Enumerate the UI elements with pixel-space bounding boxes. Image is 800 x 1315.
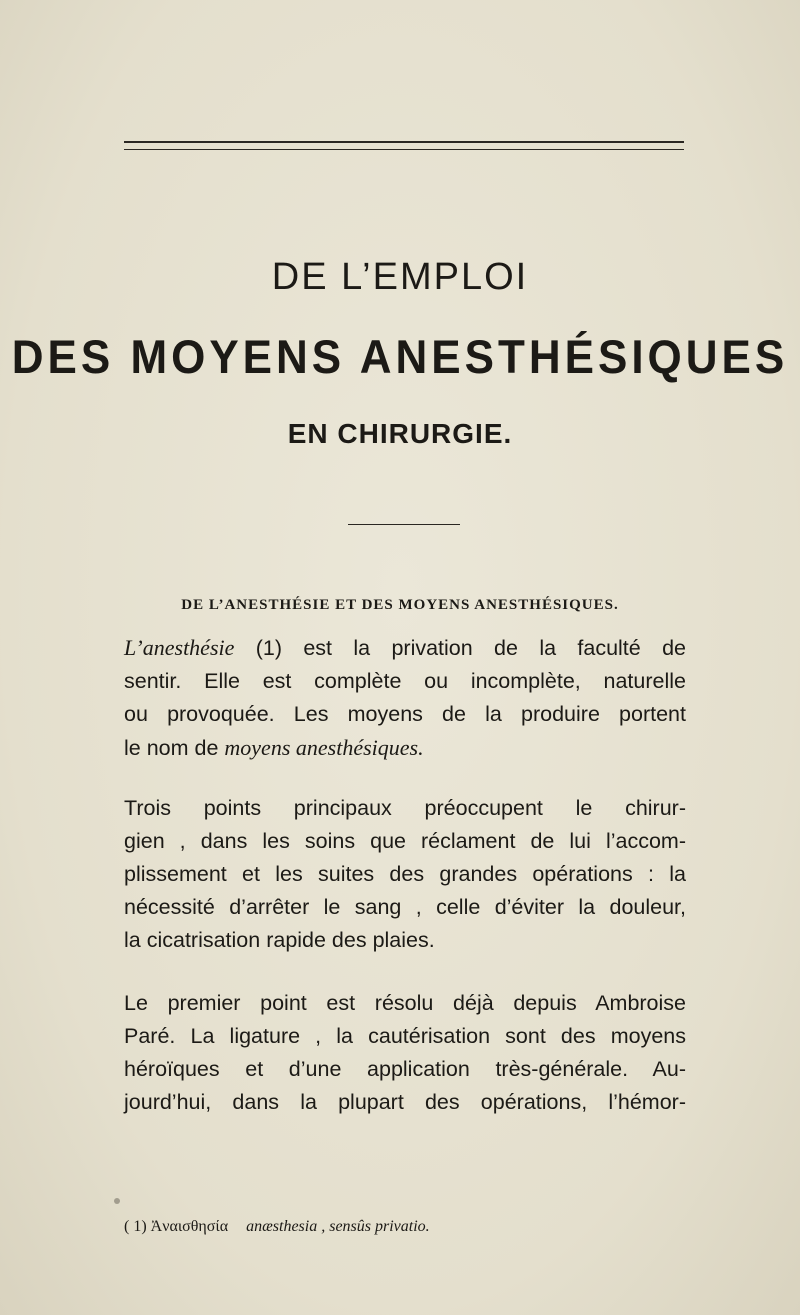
term-anesthesie: L’anesthésie <box>124 635 235 660</box>
paragraph-3-line-2: Paré. La ligature , la cautérisation sont des moyens <box>124 1024 686 1048</box>
paragraph-2-line-4: nécessité d’arrêter le sang , celle d’éviter la douleur, <box>124 895 686 919</box>
paragraph-2-line-3: plissement et les suites des grandes opérations : la <box>124 862 686 886</box>
paragraph-2-line-5: la cicatrisation rapide des plaies. <box>124 928 435 952</box>
term-moyens-anesthesiques: moyens anesthésiques. <box>224 735 424 760</box>
footnote-greek: Ἀναισθησία <box>150 1218 229 1235</box>
paragraph-1-line-4-start: le nom de <box>124 736 225 760</box>
paragraph-1-line-1-rest: (1) est la privation de la faculté de <box>234 636 686 660</box>
paragraph-3 <box>124 987 686 1119</box>
paragraph-1-line-1 <box>124 631 686 665</box>
paragraph-2-line-1: Trois points principaux préoccupent le chirur- <box>124 796 686 820</box>
paragraph-1 <box>124 631 686 765</box>
section-heading: DE L’ANESTHÉSIE ET DES MOYENS ANESTHÉSIQUES. <box>181 597 619 613</box>
paragraph-3-line-3: héroïques et d’une application très-générale. Au- <box>124 1057 686 1081</box>
title-line-3: EN CHIRURGIE. <box>287 418 513 449</box>
top-rule-thick <box>124 141 684 143</box>
paragraph-1-line-4 <box>124 731 686 765</box>
footnote <box>124 1218 686 1236</box>
top-rule-thin <box>124 149 684 150</box>
divider-rule <box>348 524 460 525</box>
paragraph-2-line-2: gien , dans les soins que réclament de lui l’accom- <box>124 829 686 853</box>
ink-speck <box>114 1198 120 1204</box>
paragraph-1-line-2: sentir. Elle est complète ou incomplète, naturelle <box>124 669 686 693</box>
footnote-marker: ( 1) <box>124 1218 147 1235</box>
footnote-latin: anæsthesia , sensûs privatio. <box>246 1218 430 1235</box>
title-line-1: DE L’EMPLOI <box>271 256 529 298</box>
paragraph-1-line-3: ou provoquée. Les moyens de la produire portent <box>124 702 686 726</box>
title-line-2: DES MOYENS ANESTHÉSIQUES <box>11 331 789 384</box>
paragraph-2 <box>124 792 686 957</box>
paragraph-3-line-1: Le premier point est résolu déjà depuis Ambroise <box>124 991 686 1015</box>
paragraph-3-line-4: jourd’hui, dans la plupart des opérations, l’hémor- <box>124 1090 686 1114</box>
